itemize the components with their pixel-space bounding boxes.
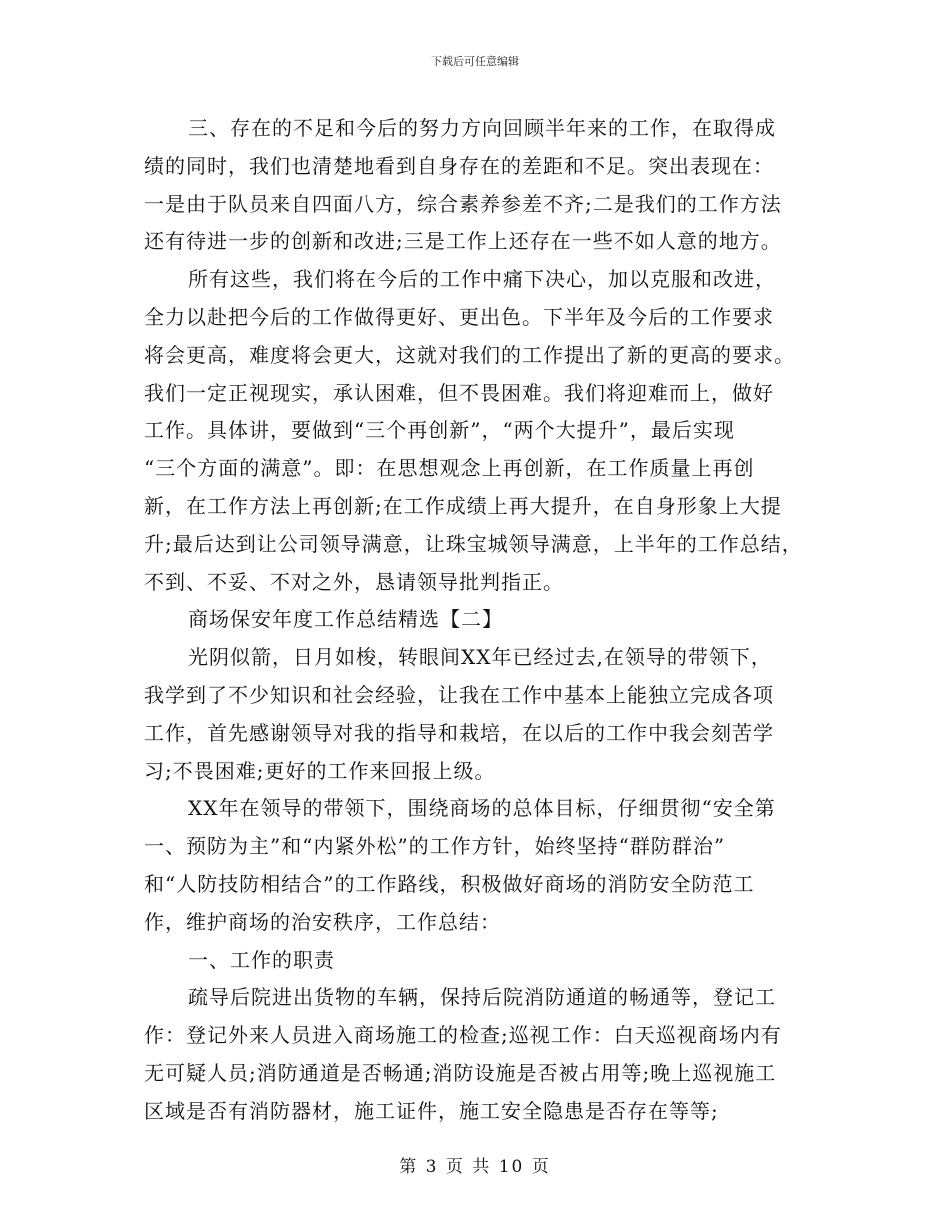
paragraph-line: 一、预防为主”和“内紧外松”的工作方针，始终坚持“群防群治”: [144, 834, 726, 859]
section-heading: 商场保安年度工作总结精选【二】: [188, 607, 503, 632]
paragraph-line: “三个方面的满意”。即：在思想观念上再创新，在工作质量上再创: [144, 456, 755, 481]
paragraph-line: 三、存在的不足和今后的努力方向回顾半年来的工作，在取得成: [188, 116, 776, 140]
paragraph-line: 一是由于队员来自四面八方，综合素养参差不齐;二是我们的工作方法: [144, 191, 782, 216]
paragraph-line: 绩的同时，我们也清楚地看到自身存在的差距和不足。突出表现在：: [144, 153, 774, 178]
page-header: 下载后可任意编辑: [431, 55, 519, 68]
paragraph-line: 区域是否有消防器材，施工证件，施工安全隐患是否存在等等;: [144, 1098, 719, 1123]
paragraph-line: 升;最后达到让公司领导满意，让珠宝城领导满意，上半年的工作总结，: [144, 531, 803, 556]
paragraph-line: 我们一定正视现实，承认困难，但不畏困难。我们将迎难而上，做好: [144, 380, 774, 405]
paragraph-line: 作，维护商场的治安秩序，工作总结：: [144, 909, 501, 934]
document-body: [144, 110, 824, 1131]
paragraph-line: 习;不畏困难;更好的工作来回报上级。: [144, 758, 496, 783]
paragraph-line: 作：登记外来人员进入商场施工的检查;巡视工作：白天巡视商场内有: [144, 1023, 782, 1048]
paragraph-line: 无可疑人员;消防通道是否畅通;消防设施是否被占用等;晚上巡视施工: [144, 1060, 777, 1085]
paragraph-line: 所有这些，我们将在今后的工作中痛下决心，加以克服和改进，: [188, 267, 776, 292]
paragraph-line: 和“人防技防相结合”的工作路线，积极做好商场的消防安全防范工: [144, 871, 755, 896]
section-heading: 一、工作的职责: [188, 947, 335, 972]
paragraph-line: 工作，首先感谢领导对我的指导和栽培，在以后的工作中我会刻苦学: [144, 720, 774, 745]
paragraph-line: 还有待进一步的创新和改进;三是工作上还存在一些不如人意的地方。: [144, 229, 782, 254]
paragraph-line: 我学到了不少知识和社会经验，让我在工作中基本上能独立完成各项: [144, 682, 774, 707]
paragraph-line: 全力以赴把今后的工作做得更好、更出色。下半年及今后的工作要求: [144, 304, 774, 329]
paragraph-line: 不到、不妥、不对之外，恳请领导批判指正。: [144, 569, 564, 594]
paragraph-line: 新，在工作方法上再创新;在工作成绩上再大提升，在自身形象上大提: [144, 493, 782, 518]
paragraph-line: 将会更高，难度将会更大，这就对我们的工作提出了新的更高的要求。: [144, 342, 795, 367]
paragraph-line: 疏导后院进出货物的车辆，保持后院消防通道的畅通等，登记工: [188, 985, 776, 1010]
paragraph-line: 光阴似箭，日月如梭，转眼间XX年已经过去,在领导的带领下，: [188, 645, 772, 670]
paragraph-line: 工作。具体讲，要做到“三个再创新”，“两个大提升”，最后实现: [144, 418, 735, 443]
paragraph-line: XX年在领导的带领下，围绕商场的总体目标，仔细贯彻“安全第: [188, 796, 776, 821]
page-footer: 第 3 页 共 10 页: [399, 1157, 551, 1177]
